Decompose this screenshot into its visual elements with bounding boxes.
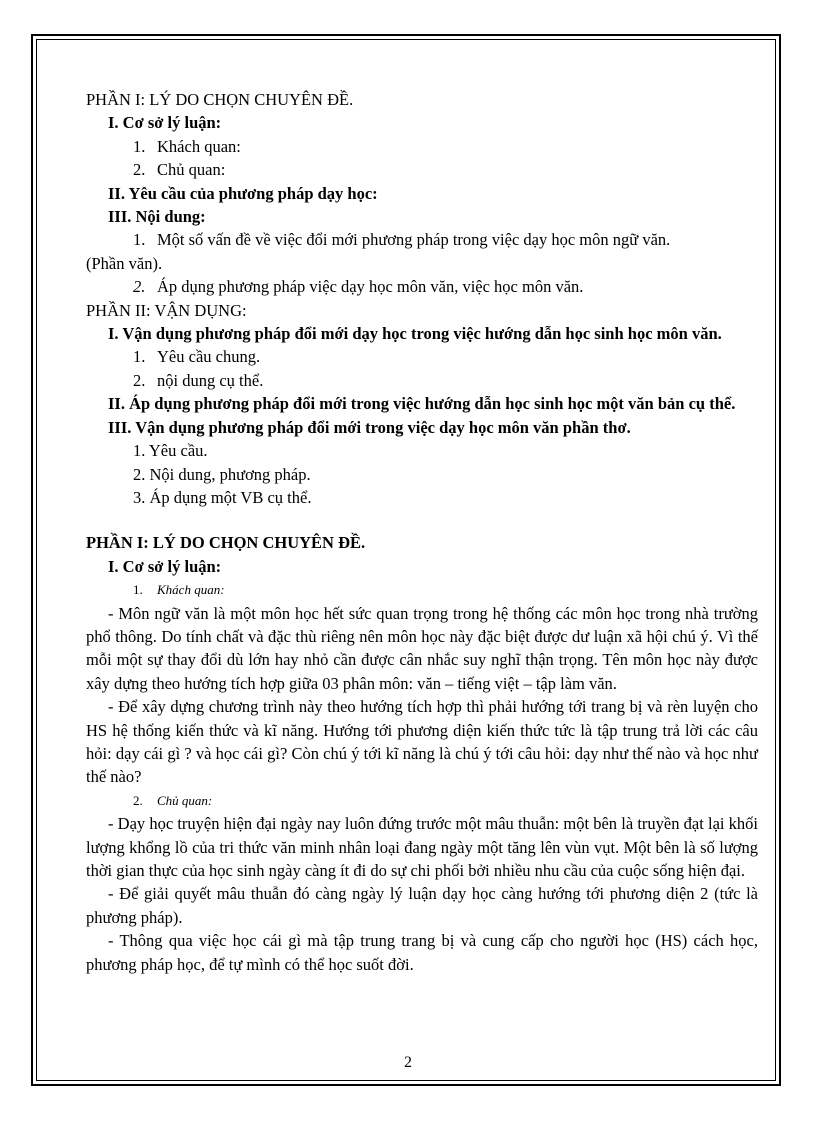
body-paragraph-1: - Môn ngữ văn là một môn học hết sức quan trọng trong hệ thống các môn học trong nhà trường phổ thông. Do tính chất và đặc thù riêng nên môn học này đặc biệt được dư luận xã hội chú ý. Vì thế mỗi một sự thay đổi dù lớn hay nhỏ cần được cân nhắc suy nghĩ thận trọng. Tên môn học này được xây dựng theo hướng tích hợp giữa 03 phân môn: văn – tiếng việt – tập làm văn. — [86, 603, 758, 693]
page-number: 2 — [404, 1054, 412, 1071]
body-section-1: I. Cơ sở lý luận: — [108, 556, 222, 576]
body-paragraph-4: - Để giải quyết mâu thuẫn đó càng ngày lý luận dạy học càng hướng tới phương diện 2 (tức là phương pháp). — [86, 884, 758, 927]
toc-section-3: III. Nội dung: — [108, 207, 206, 227]
toc-section-3-item-1-cont: (Phần văn). — [86, 253, 163, 273]
toc-part1-title: PHẦN I: LÝ DO CHỌN CHUYÊN ĐỀ. — [86, 90, 354, 109]
document-content — [86, 88, 758, 976]
toc-part2-section-3: III. Vận dụng phương pháp đổi mới trong việc dạy học môn văn phần thơ. — [108, 417, 631, 437]
toc-part2-section-2: II. Áp dụng phương pháp đổi mới trong việc hướng dẫn học sinh học một văn bản cụ thể. — [108, 394, 736, 414]
toc-section-3-item-2: 2. Áp dụng phương pháp việc dạy học môn văn, việc học môn văn. — [133, 277, 584, 297]
toc-part2-section-1-item-2: 2. nội dung cụ thể. — [133, 370, 264, 390]
toc-part2-section-1-item-1: 1. Yêu cầu chung. — [133, 347, 261, 367]
toc-part2-section-1: I. Vận dụng phương pháp đổi mới dạy học trong việc hướng dẫn học sinh học môn văn. — [108, 324, 722, 344]
body-paragraph-3: - Dạy học truyện hiện đại ngày nay luôn đứng trước một mâu thuẫn: một bên là truyền đạt lại khối lượng khổng lồ của tri thức văn minh nhân loại đang ngày một tăng lên vùn vụt. Một bên là số lượng thời gian thực của học sinh ngày càng ít đi do sự chi phối bởi nhiều nhu cầu của cuộc sống hiện đại. — [86, 814, 758, 880]
toc-part2-section-3-item-1: 1. Yêu cầu. — [133, 441, 208, 461]
toc-section-1: I. Cơ sở lý luận: — [108, 113, 222, 133]
toc-section-2: II. Yêu cầu của phương pháp dạy học: — [108, 183, 378, 203]
toc-section-3-item-1: 1. Một số vấn đề về việc đổi mới phương pháp trong việc dạy học môn ngữ văn. — [133, 230, 671, 250]
body-paragraph-2: - Để xây dựng chương trình này theo hướng tích hợp thì phải hướng tới trang bị và rèn luyện cho HS hệ thống kiến thức và kĩ năng. Hướng tới phương diện kiến thức tức là tập trung trả lời các câu hỏi: dạy cái gì ? và học cái gì? Còn chú ý tới kĩ năng là chú ý tới câu hỏi: dạy như thế nào và học như thế nào? — [86, 697, 758, 787]
toc-part2-title: PHẦN II: VẬN DỤNG: — [86, 300, 247, 320]
toc-part2-section-3-item-3: 3. Áp dụng một VB cụ thể. — [133, 487, 312, 507]
toc-section-1-item-2: 2. Chủ quan: — [133, 160, 226, 180]
body-paragraph-5: - Thông qua việc học cái gì mà tập trung trang bị và cung cấp cho người học (HS) cách học, phương pháp học, để tự mình có thể học suốt đời. — [86, 931, 758, 974]
body-subsection-1: 1. Khách quan: — [133, 582, 225, 598]
toc-part2-section-3-item-2: 2. Nội dung, phương pháp. — [133, 464, 311, 484]
toc-section-1-item-1: 1. Khách quan: — [133, 136, 241, 156]
body-part1-title: PHẦN I: LÝ DO CHỌN CHUYÊN ĐỀ. — [86, 533, 366, 553]
body-subsection-2: 2. Chủ quan: — [133, 792, 213, 808]
